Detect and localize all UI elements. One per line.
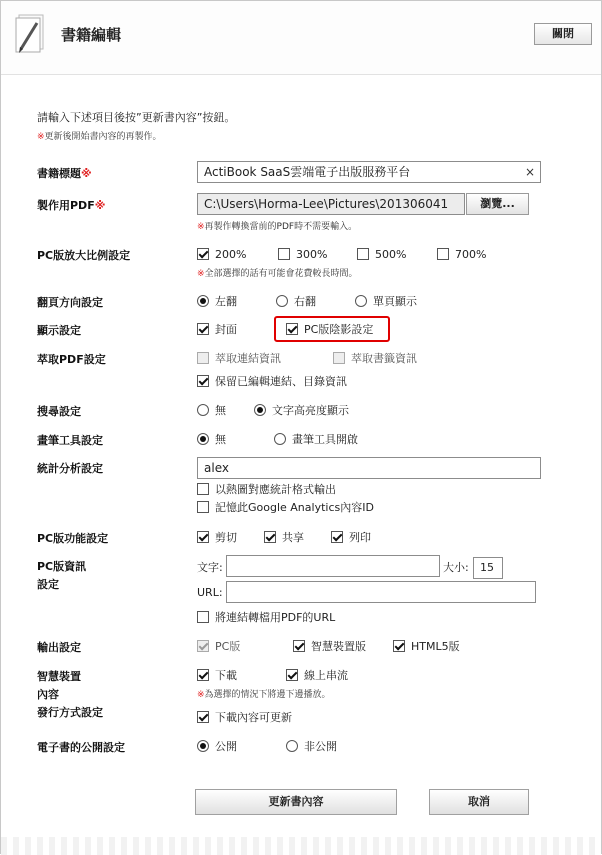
clear-icon[interactable]: × xyxy=(525,165,536,179)
dialog-header xyxy=(1,1,601,75)
radio[interactable] xyxy=(197,295,209,307)
display-pc-shadow[interactable]: PC版陰影設定 xyxy=(286,322,373,336)
device-streaming[interactable]: 線上串流 xyxy=(286,668,348,682)
public-option[interactable]: 公開 xyxy=(197,739,237,753)
display-label: 顯示設定 xyxy=(37,324,81,337)
text-label: 文字: xyxy=(197,561,223,574)
direction-single[interactable]: 單頁顯示 xyxy=(355,294,417,308)
radio[interactable] xyxy=(276,295,288,307)
extract-bookmarks[interactable]: 萃取書籤資訊 xyxy=(333,351,417,365)
pen-tool-label: 畫筆工具設定 xyxy=(37,434,103,447)
pen-enable[interactable]: 畫筆工具開啟 xyxy=(274,432,358,446)
smart-device-label-2: 內容 xyxy=(37,688,59,701)
size-label: 大小: xyxy=(443,561,469,574)
search-none[interactable]: 無 xyxy=(197,403,226,417)
browse-button[interactable]: 瀏覽... xyxy=(466,193,529,215)
checkbox[interactable] xyxy=(197,323,209,335)
device-download[interactable]: 下載 xyxy=(197,668,237,682)
zoom-option-500[interactable]: 500% xyxy=(357,247,406,261)
checkbox[interactable] xyxy=(264,531,276,543)
analytics-label: 統計分析設定 xyxy=(37,462,103,475)
checkbox[interactable] xyxy=(278,248,290,260)
radio[interactable] xyxy=(286,740,298,752)
torn-edge xyxy=(1,837,601,855)
radio[interactable] xyxy=(254,404,266,416)
pc-info-label-2: 設定 xyxy=(37,578,59,591)
highlight-box xyxy=(274,316,390,342)
radio[interactable] xyxy=(197,433,209,445)
function-print[interactable]: 列印 xyxy=(331,530,371,544)
pc-info-label: PC版資訊 xyxy=(37,560,87,573)
pc-info-url-input[interactable] xyxy=(226,581,536,603)
checkbox[interactable] xyxy=(331,531,343,543)
pdf-label: 製作用PDF※ xyxy=(37,199,106,212)
smart-device-label-3: 發行方式設定 xyxy=(37,706,103,719)
pdf-note: ※再製作轉換當前的PDF時不需要輸入。 xyxy=(197,222,358,232)
search-highlight[interactable]: 文字高亮度顯示 xyxy=(254,403,349,417)
pc-functions-label: PC版功能設定 xyxy=(37,532,109,545)
radio[interactable] xyxy=(197,404,209,416)
pc-info-text-input[interactable] xyxy=(226,555,440,577)
radio[interactable] xyxy=(274,433,286,445)
instruction-text: 請輸入下述項目後按”更新書內容”按鈕。 xyxy=(37,111,236,124)
update-book-button[interactable]: 更新書內容 xyxy=(195,789,397,815)
zoom-note: ※全部選擇的話有可能會花費較長時間。 xyxy=(197,269,358,279)
pdf-file-input[interactable]: C:\Users\Horma-Lee\Pictures\201306041 xyxy=(197,193,465,215)
checkbox[interactable] xyxy=(333,352,345,364)
pencil-paper-icon xyxy=(13,13,47,55)
output-label: 輸出設定 xyxy=(37,641,81,654)
checkbox[interactable] xyxy=(197,248,209,260)
page-direction-label: 翻頁方向設定 xyxy=(37,296,103,309)
analytics-id-input[interactable]: alex xyxy=(197,457,541,479)
radio[interactable] xyxy=(197,740,209,752)
book-title-label: 書籍標題※ xyxy=(37,167,92,180)
download-updatable[interactable]: 下載內容可更新 xyxy=(197,710,292,724)
checkbox[interactable] xyxy=(197,531,209,543)
zoom-option-700[interactable]: 700% xyxy=(437,247,486,261)
update-note: ※更新後開始書內容的再製作。 xyxy=(37,132,162,142)
search-label: 搜尋設定 xyxy=(37,405,81,418)
public-label: 電子書的公開設定 xyxy=(37,741,125,754)
checkbox[interactable] xyxy=(197,501,209,513)
url-label: URL: xyxy=(197,586,223,599)
direction-left[interactable]: 左翻 xyxy=(197,294,237,308)
extract-label: 萃取PDF設定 xyxy=(37,353,106,366)
pen-none[interactable]: 無 xyxy=(197,432,226,446)
checkbox[interactable] xyxy=(393,640,405,652)
smart-device-label: 智慧裝置 xyxy=(37,670,81,683)
size-input[interactable]: 15 xyxy=(473,557,503,579)
keep-edited-links[interactable]: 保留已編輯連結、目錄資訊 xyxy=(197,374,347,388)
function-cut[interactable]: 剪切 xyxy=(197,530,237,544)
display-cover[interactable]: 封面 xyxy=(197,322,237,336)
radio[interactable] xyxy=(355,295,367,307)
checkbox[interactable] xyxy=(197,483,209,495)
dialog-title: 書籍編輯 xyxy=(61,26,122,44)
checkbox[interactable] xyxy=(197,711,209,723)
output-smart-device[interactable]: 智慧裝置版 xyxy=(293,639,366,653)
convert-url-option[interactable]: 將連結轉檔用PDF的URL xyxy=(197,610,335,624)
output-pc[interactable]: PC版 xyxy=(197,639,240,653)
checkbox[interactable] xyxy=(286,669,298,681)
device-note: ※為選擇的情況下將邊下邊播放。 xyxy=(197,690,331,700)
checkbox[interactable] xyxy=(197,611,209,623)
private-option[interactable]: 非公開 xyxy=(286,739,337,753)
close-button[interactable]: 關閉 xyxy=(534,23,592,45)
direction-right[interactable]: 右翻 xyxy=(276,294,316,308)
checkbox[interactable] xyxy=(437,248,449,260)
zoom-option-300[interactable]: 300% xyxy=(278,247,327,261)
function-share[interactable]: 共享 xyxy=(264,530,304,544)
heatmap-output[interactable]: 以熱圖對應統計格式輸出 xyxy=(197,482,336,496)
checkbox[interactable] xyxy=(197,669,209,681)
zoom-option-200[interactable]: 200% xyxy=(197,247,246,261)
checkbox[interactable] xyxy=(293,640,305,652)
zoom-label: PC版放大比例設定 xyxy=(37,249,131,262)
book-title-input[interactable]: ActiBook SaaS雲端電子出版服務平台 xyxy=(197,161,541,183)
checkbox[interactable] xyxy=(197,352,209,364)
extract-links[interactable]: 萃取連結資訊 xyxy=(197,351,281,365)
checkbox[interactable] xyxy=(197,640,209,652)
remember-ga-id[interactable]: 記憶此Google Analytics內容ID xyxy=(197,500,374,514)
checkbox[interactable] xyxy=(357,248,369,260)
cancel-button[interactable]: 取消 xyxy=(429,789,529,815)
output-html5[interactable]: HTML5版 xyxy=(393,639,460,653)
checkbox[interactable] xyxy=(197,375,209,387)
